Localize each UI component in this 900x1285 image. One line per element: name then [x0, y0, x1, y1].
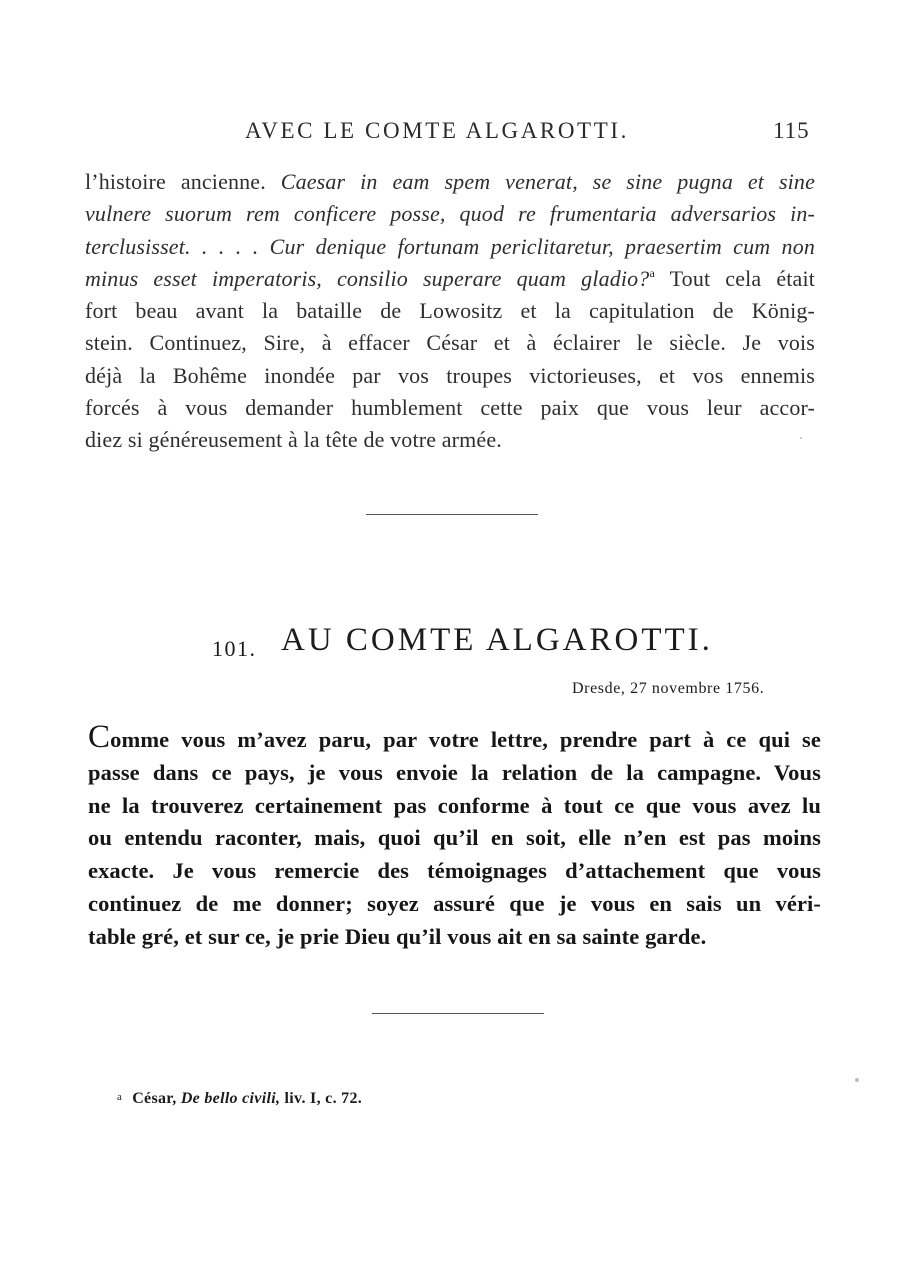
letter-line: passe dans ce pays, je vous envoie la relation de la campagne. Vous [88, 759, 821, 785]
latin-quotation-line: terclusisset. . . . . Cur denique fortunam periclitaretur, praesertim cum non [85, 233, 815, 259]
letter-line: ou entendu raconter, mais, quoi qu’il en soit, elle n’en est pas moins [88, 825, 821, 851]
continued-paragraph [85, 166, 815, 457]
paragraph-line: stein. Continuez, Sire, à effacer César et à éclairer le siècle. Je vois [85, 330, 815, 356]
footnote-reference: liv. I, c. 72. [280, 1090, 363, 1107]
letter-text: omme vous m’avez paru, par votre lettre, prendre part à ce qui se [110, 727, 821, 752]
running-head [0, 118, 900, 152]
footnote-author: César, [132, 1090, 181, 1107]
paragraph-line: diez si généreusement à la tête de votre armée. [85, 427, 502, 453]
latin-quotation: Caesar in eam spem venerat, se sine pugna et sine [280, 169, 815, 194]
letter-title: AU COMTE ALGAROTTI. [281, 622, 713, 658]
letter-line: ne la trouverez certainement pas conforme à tout ce que vous avez lu [88, 792, 821, 818]
roman-text: l’histoire ancienne. [85, 169, 281, 194]
letter-dateline: Dresde, 27 novembre 1756. [572, 680, 765, 697]
letter-line: table gré, et sur ce, je prie Dieu qu’il vous ait en sa sainte garde. [88, 923, 707, 949]
letter-body [88, 719, 821, 954]
roman-text: Tout cela était [654, 265, 815, 291]
letter-heading [0, 622, 900, 666]
paper-speck [800, 437, 802, 439]
footnote-letter: a [117, 1091, 123, 1103]
paper-speck [855, 1078, 859, 1082]
latin-quotation-line: vulnere suorum rem conficere posse, quod re frumentaria adversarios in- [85, 201, 815, 227]
paragraph-line: fort beau avant la bataille de Lowositz et la capitulation de König- [85, 298, 815, 324]
paragraph-line [85, 263, 815, 295]
running-head-title: AVEC LE COMTE ALGAROTTI. [245, 118, 629, 143]
paragraph-line: déjà la Bohême inondée par vos troupes victorieuses, et vos ennemis [85, 362, 815, 388]
paragraph-line: forcés à vous demander humblement cette paix que vous leur accor- [85, 395, 815, 421]
footnote-reference-mark: a [649, 265, 655, 280]
letter-line: exacte. Je vous remercie des témoignages d’attachement que vous [88, 858, 821, 884]
drop-capital: C [88, 719, 111, 755]
latin-quotation: minus esset imperatoris, consilio superare quam gladio? [85, 265, 650, 291]
letter-number: 101. [212, 636, 257, 661]
section-divider-rule [366, 514, 538, 515]
footnote-work-title: De bello civili, [180, 1090, 281, 1107]
paragraph-line [85, 166, 815, 198]
letter-line: continuez de me donner; soyez assuré que je vous en sais un véri- [88, 890, 821, 916]
letter-line [88, 719, 821, 757]
footnote [117, 1090, 362, 1108]
page-number: 115 [773, 118, 810, 143]
end-divider-rule [372, 1013, 544, 1014]
